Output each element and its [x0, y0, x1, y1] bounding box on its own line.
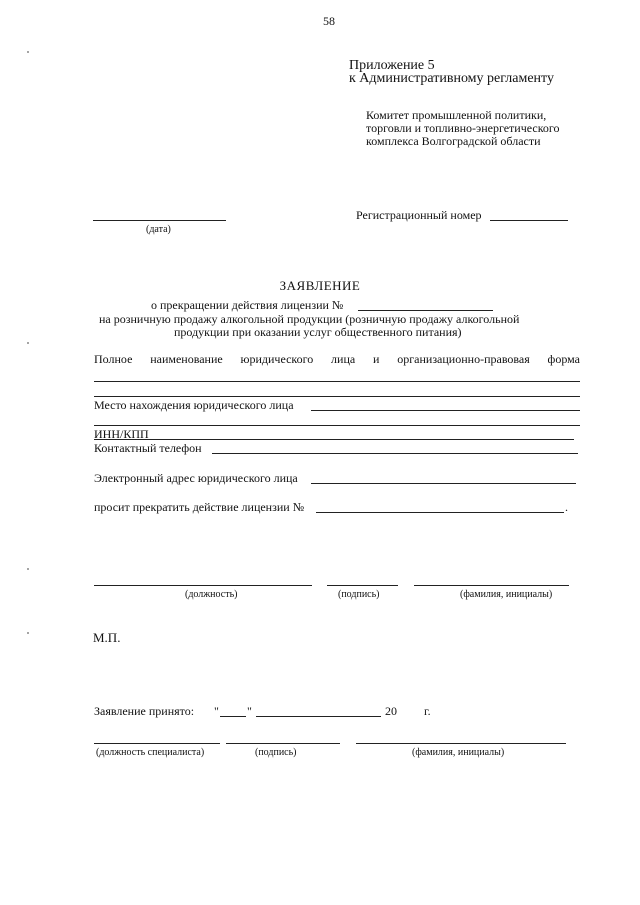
request-label: просит прекратить действие лицензии №: [94, 500, 305, 514]
specialist-name-caption: (фамилия, инициалы): [412, 747, 505, 758]
email-line[interactable]: [311, 483, 576, 484]
date-line[interactable]: [93, 220, 226, 221]
page-number: 58: [323, 14, 335, 28]
signature-name-caption: (фамилия, инициалы): [460, 589, 553, 600]
location-line-2[interactable]: [94, 425, 580, 426]
phone-line[interactable]: [212, 453, 578, 454]
inn-label: ИНН/КПП: [94, 427, 149, 441]
specialist-name-line[interactable]: [356, 743, 566, 744]
scan-speck: [27, 51, 29, 53]
request-period: .: [565, 500, 568, 514]
email-label: Электронный адрес юридического лица: [94, 471, 298, 485]
request-license-line[interactable]: [316, 512, 564, 513]
location-line-1[interactable]: [311, 410, 580, 411]
accepted-quote-close: ": [247, 704, 252, 718]
specialist-position-line[interactable]: [94, 743, 220, 744]
recipient-line2: торговли и топливно-энергетического: [366, 121, 560, 135]
specialist-sign-caption: (подпись): [255, 747, 297, 758]
recipient-line3: комплекса Волгоградской области: [366, 134, 541, 148]
recipient-line1: Комитет промышленной политики,: [366, 108, 547, 122]
appendix-line1: Приложение 5: [349, 58, 435, 73]
specialist-sign-line[interactable]: [226, 743, 340, 744]
scan-speck: [27, 632, 29, 634]
signature-name-line[interactable]: [414, 585, 569, 586]
signature-position-caption: (должность): [185, 589, 238, 600]
full-name-label: Полное наименование юридического лица и организационно-правовая форма: [94, 352, 580, 366]
stamp-label: М.П.: [93, 630, 121, 645]
registration-label: Регистрационный номер: [356, 208, 482, 222]
location-label: Место нахождения юридического лица: [94, 398, 294, 412]
subtitle-line2: на розничную продажу алкогольной продукции (розничную продажу алкогольной: [99, 312, 520, 326]
accepted-day-line[interactable]: [220, 716, 246, 717]
document-title: ЗАЯВЛЕНИЕ: [279, 278, 361, 293]
subtitle-line3: продукции при оказании услуг общественного питания): [174, 325, 462, 339]
scan-speck: [27, 342, 29, 344]
date-caption: (дата): [146, 224, 171, 235]
accepted-month-line[interactable]: [256, 716, 381, 717]
accepted-year-prefix: 20: [385, 704, 397, 718]
accepted-label: Заявление принято:: [94, 704, 195, 718]
accepted-quote-open: ": [214, 704, 219, 718]
specialist-position-caption: (должность специалиста): [96, 747, 205, 758]
signature-sign-caption: (подпись): [338, 589, 380, 600]
subtitle-line1: о прекращении действия лицензии №: [151, 298, 344, 312]
accepted-year-suffix: г.: [424, 704, 431, 718]
appendix-line2: к Административному регламенту: [349, 71, 554, 86]
full-name-line-1[interactable]: [94, 381, 580, 382]
scan-speck: [27, 568, 29, 570]
full-name-line-2[interactable]: [94, 396, 580, 397]
license-number-line[interactable]: [358, 310, 493, 311]
signature-position-line[interactable]: [94, 585, 312, 586]
signature-sign-line[interactable]: [327, 585, 398, 586]
registration-number-line[interactable]: [490, 220, 568, 221]
phone-label: Контактный телефон: [94, 441, 202, 455]
inn-line[interactable]: [94, 439, 574, 440]
